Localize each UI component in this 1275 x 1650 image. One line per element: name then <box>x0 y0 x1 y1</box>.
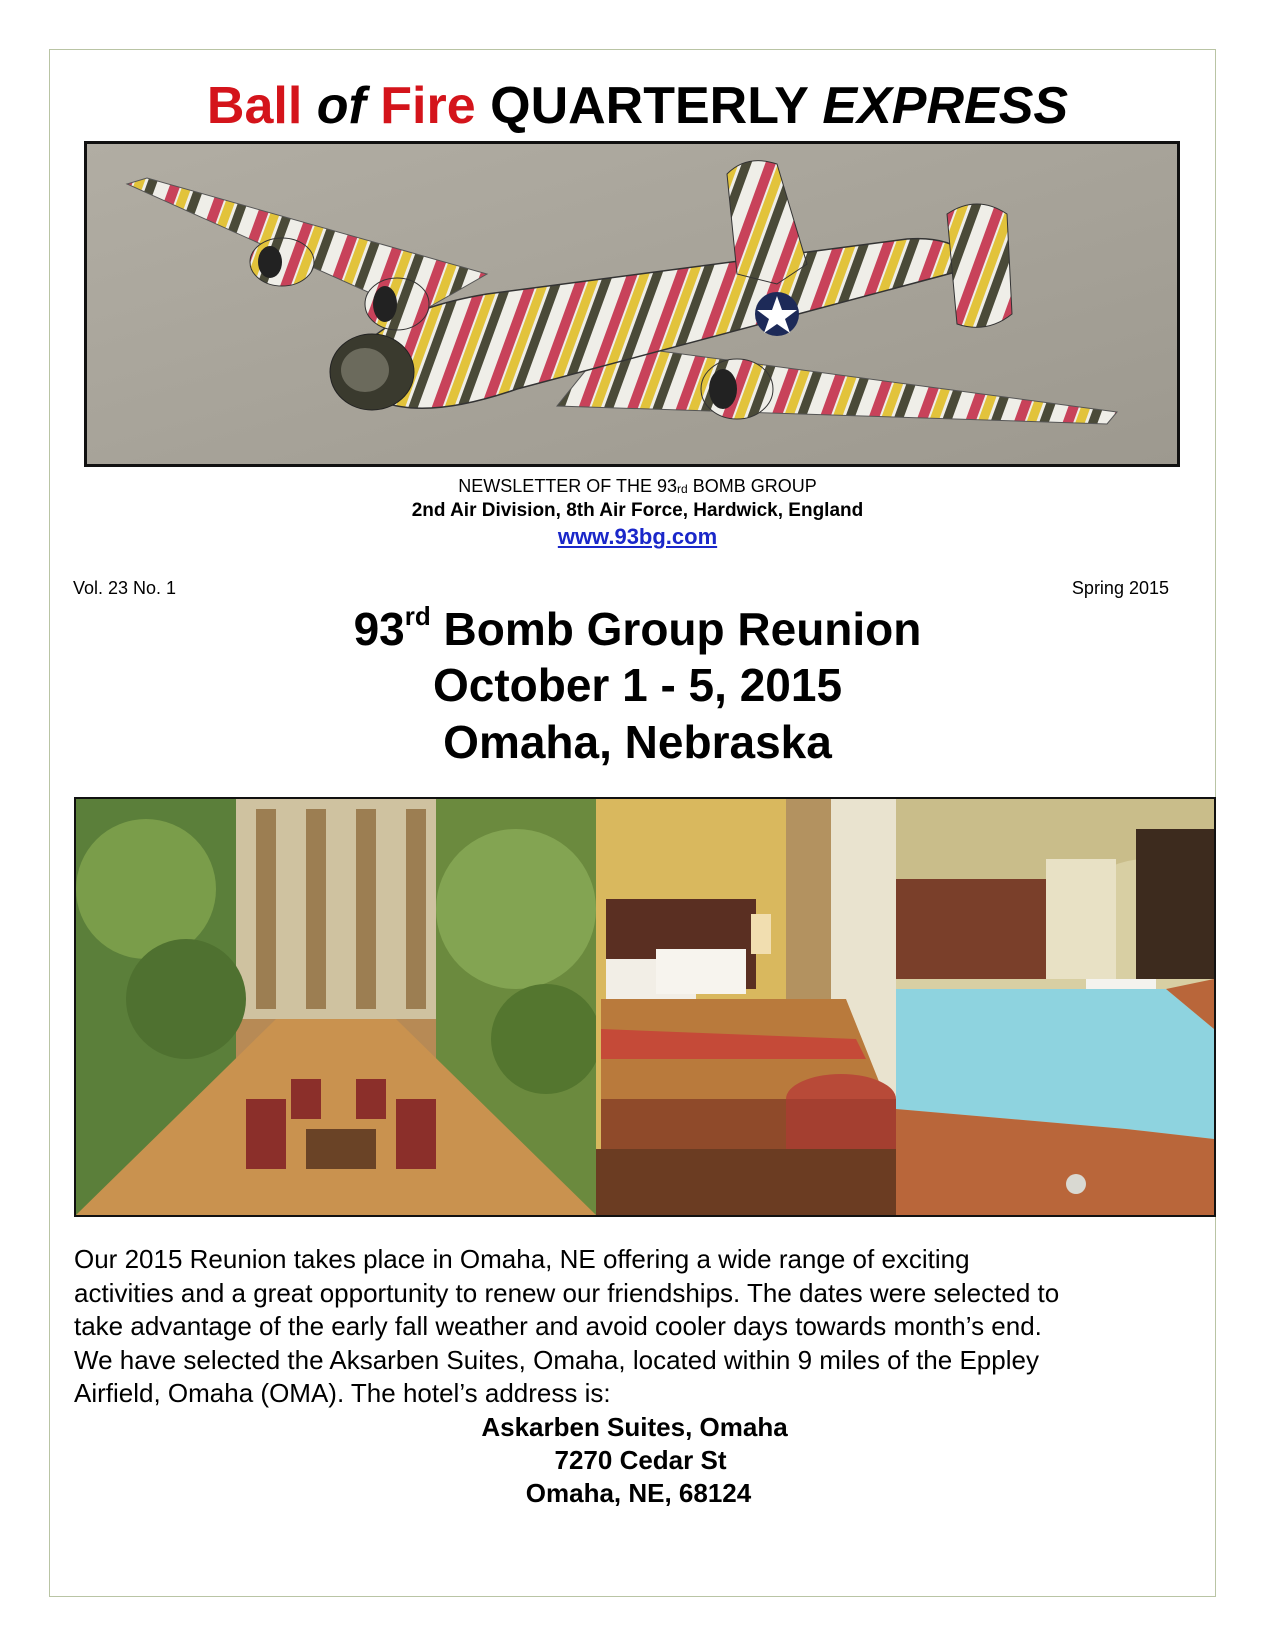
body-line: We have selected the Aksarben Suites, Omaha, located within 9 miles of the Eppley <box>74 1344 1039 1375</box>
headline-suffix: rd <box>404 601 431 631</box>
body-line: take advantage of the early fall weather and avoid cooler days towards month’s end. <box>74 1311 1042 1341</box>
bomber-icon <box>87 144 1177 464</box>
body-line: Our 2015 Reunion takes place in Omaha, NE offering a wide range of exciting <box>74 1244 970 1274</box>
pool-icon <box>896 799 1214 1215</box>
newsletter-line-suffix: BOMB GROUP <box>687 476 817 496</box>
body-line: activities and a great opportunity to renew our friendships. The dates were selected to <box>74 1277 1060 1308</box>
hotel-name: Askarben Suites, Omaha <box>481 1412 788 1442</box>
website-link[interactable]: www.93bg.com <box>557 524 718 549</box>
airplane-photo <box>84 141 1180 467</box>
masthead-express: EXPRESS <box>822 77 1069 135</box>
headline-number: 93 <box>353 603 405 655</box>
newsletter-line-prefix: NEWSLETTER OF THE 93 <box>458 476 678 496</box>
headline-dates: October 1 - 5, 2015 <box>432 659 843 711</box>
masthead-quarterly: QUARTERLY <box>490 77 808 135</box>
masthead-of: of <box>316 77 366 135</box>
issue-season: Spring 2015 <box>1071 578 1169 598</box>
division-line: 2nd Air Division, 8th Air Force, Hardwick, England <box>411 500 864 521</box>
newsletter-line <box>0 475 1275 500</box>
headline-line-1 <box>0 601 1275 658</box>
hotel-street: 7270 Cedar St <box>554 1445 727 1475</box>
hotel-photo-strip <box>74 797 1216 1217</box>
volume-number: Vol. 23 No. 1 <box>73 578 177 598</box>
body-line: Airfield, Omaha (OMA). The hotel’s address is: <box>74 1378 611 1408</box>
masthead-fire: Fire <box>380 77 476 135</box>
hotel-pool-photo <box>896 799 1214 1215</box>
hotel-bedroom-photo <box>596 799 896 1215</box>
atrium-icon <box>76 799 596 1215</box>
headline-rest: Bomb Group Reunion <box>430 603 922 655</box>
headline-location: Omaha, Nebraska <box>443 716 832 768</box>
hotel-atrium-photo <box>76 799 596 1215</box>
body-paragraph <box>74 1243 1194 1411</box>
bedroom-icon <box>596 799 896 1215</box>
masthead-title <box>0 76 1275 136</box>
hotel-city: Omaha, NE, 68124 <box>525 1478 752 1508</box>
masthead-ball: Ball <box>206 77 303 135</box>
newsletter-line-sub: rd <box>677 482 688 496</box>
